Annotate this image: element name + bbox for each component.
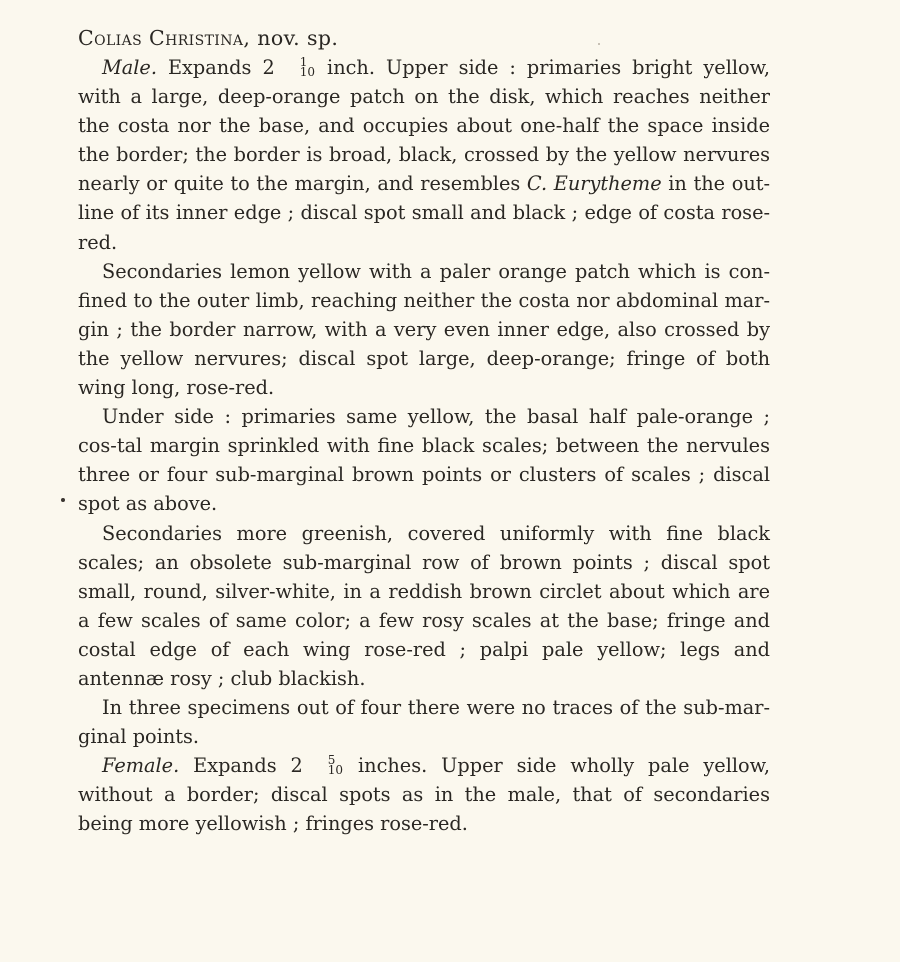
male-fraction [276,57,315,77]
female-label: Female. [102,754,180,778]
document-page [78,24,770,839]
fraction-denominator: 10 [299,65,315,79]
specimens-paragraph: In three specimens out of four there were no traces of the sub-mar-ginal points. [78,696,770,749]
secondaries-paragraph: Secondaries lemon yellow with a paler orange patch which is con-fined to the outer limb, reaching neither the costa nor abdominal mar-gin ; the border narrow, with a very even inner edge, also crossed by the yellow nervures; discal spot large, deep-orange; fringe of both wing long, rose-red. [78,259,770,400]
underside-secondaries-paragraph: Secondaries more greenish, covered uniformly with fine black scales; an obsolete sub-marginal row of brown points ; discal spot small, round, silver-white, in a reddish brown circlet about which are a few scales of same color; a few rosy scales at the base; fringe and costal edge of each wing rose-red ; palpi pale yellow; legs and antennæ rosy ; club blackish. [78,521,770,690]
male-paragraph [78,53,770,257]
fraction-numerator: 1 [299,55,308,69]
underside-paragraph: Under side : primaries same yellow, the basal half pale-orange ; cos-tal margin sprinkled with fine black scales; between the nervules three or four sub-marginal brown points or clusters of scales ; discal spot as above. [78,405,770,516]
species-heading [78,24,770,53]
female-fraction [304,753,344,778]
margin-dot [61,498,65,502]
male-description: inch. Upper side : primaries bright yellow, with a large, deep-orange patch on the disk, which reaches neither the costa nor the base, and occupies about one-half the space inside the border; the border is broad, black, crossed by the yellow nervures nearly or quite to the margin, and resembles [78,56,770,196]
species-reference: C. Eurytheme [526,172,662,196]
male-expands: Expands 2 [156,56,275,79]
paper-speck [598,43,600,45]
female-paragraph [78,751,770,838]
fraction-denominator: 10 [327,763,344,778]
female-description: inches. Upper side wholly pale yellow, without a border; discal spots as in the male, that of secondaries being more yellowish ; fringes rose-red. [78,754,770,836]
genus-name: Colias [78,26,143,50]
female-expands: Expands 2 [179,754,303,778]
fraction-numerator: 5 [327,753,336,768]
species-name: Christina [149,26,244,50]
male-description-end: in the out-line of its inner edge ; discal spot small and black ; edge of costa rose-red. [78,172,770,254]
heading-suffix: , nov. sp. [243,26,339,50]
male-label: Male. [102,56,157,79]
